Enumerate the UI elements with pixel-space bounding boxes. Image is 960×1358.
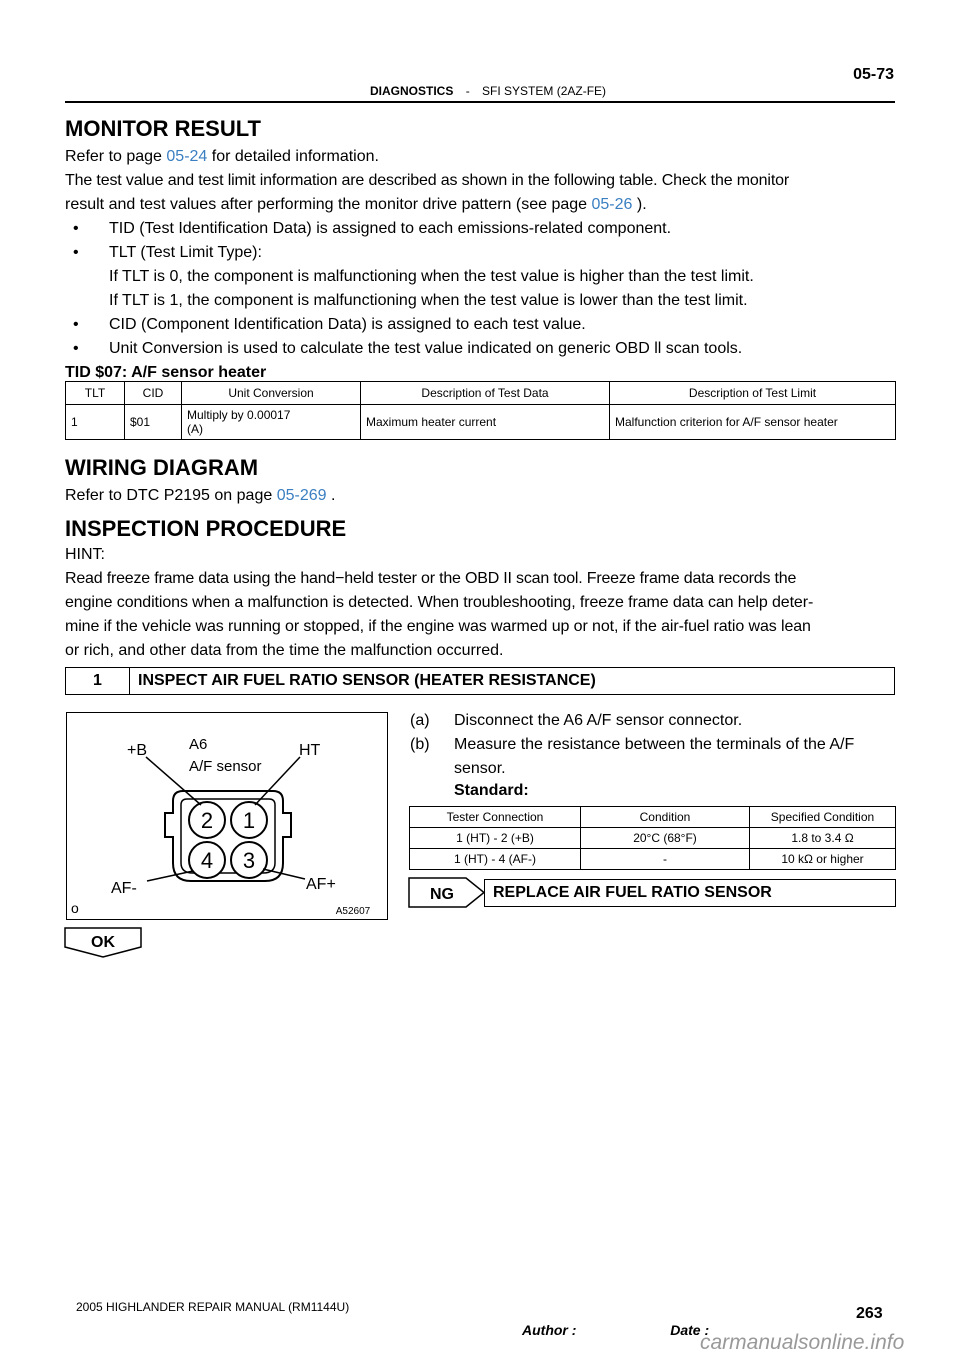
- bullet-text: TID (Test Identification Data) is assigned to each emissions-related component.: [109, 220, 672, 237]
- header-subsystem: SFI SYSTEM (2AZ-FE): [482, 84, 607, 98]
- bullet-dot: •: [73, 244, 79, 261]
- hint-label: HINT:: [65, 546, 105, 563]
- bullet-text: CID (Component Identification Data) is assigned to each test value.: [109, 316, 586, 333]
- running-header: [370, 84, 606, 98]
- date-label: Date :: [670, 1322, 710, 1338]
- th-tlt: TLT: [66, 382, 125, 405]
- corner-mark: o: [71, 900, 79, 916]
- watermark: carmanualsonline.info: [700, 1331, 905, 1354]
- header-section: DIAGNOSTICS: [370, 84, 454, 98]
- monitor-para-line1: The test value and test limit information are described as shown in the following table. Check the monitor: [65, 172, 790, 189]
- header-dash: -: [465, 84, 470, 98]
- cell-tlt: 1: [66, 405, 125, 440]
- substep-a-label: (a): [410, 712, 430, 729]
- bullet-dot: •: [73, 340, 79, 357]
- connector-figure: [66, 712, 388, 920]
- bullet-tlt: [73, 241, 893, 265]
- unit-line2: (A): [187, 422, 203, 436]
- hint-line4: or rich, and other data from the time the malfunction occurred.: [65, 642, 504, 659]
- bullet-unit: [73, 337, 893, 361]
- cell-condition: -: [581, 849, 750, 870]
- ok-arrow: [64, 927, 144, 959]
- figure-code: A52607: [335, 906, 371, 917]
- label-af-plus: AF+: [306, 876, 336, 893]
- bullet-dot: •: [73, 316, 79, 333]
- page-number: 263: [856, 1305, 883, 1322]
- th-cid: CID: [125, 382, 182, 405]
- tlt-line2: If TLT is 1, the component is malfunctioning when the test value is lower than the test limit.: [109, 292, 748, 309]
- tlt-line1: If TLT is 0, the component is malfunctioning when the test value is higher than the test limit.: [109, 268, 754, 285]
- th-data: Description of Test Data: [361, 382, 610, 405]
- connector-diagram: [67, 713, 387, 919]
- substep-b-label: (b): [410, 736, 430, 753]
- header-rule: [65, 101, 895, 103]
- cell-specified: 1.8 to 3.4 Ω: [750, 828, 896, 849]
- monitor-refer: [65, 145, 897, 169]
- page-link-05-26[interactable]: 05-26: [591, 196, 633, 213]
- standard-table: [409, 806, 896, 870]
- ng-action-box: [484, 879, 896, 907]
- refer-suffix: for detailed information.: [207, 148, 379, 165]
- cell-condition: 20°C (68°F): [581, 828, 750, 849]
- label-af-minus: AF-: [111, 880, 137, 897]
- page-code: 05-73: [853, 66, 894, 83]
- bullet-text: TLT (Test Limit Type):: [109, 244, 262, 261]
- unit-line1: Multiply by 0.00017: [187, 408, 291, 422]
- ok-label: OK: [91, 934, 115, 951]
- refer-text: Refer to DTC P2195 on page: [65, 487, 277, 504]
- page-link-05-269[interactable]: 05-269: [276, 487, 327, 504]
- monitor-para-line2: [65, 193, 897, 217]
- label-ht: HT: [299, 742, 321, 759]
- substep-b-cont: sensor.: [454, 760, 506, 777]
- cell-unit: [182, 405, 361, 440]
- substep-b: [410, 733, 854, 757]
- label-connector: A6: [189, 736, 208, 753]
- ng-arrow: [408, 877, 488, 909]
- step-1-box: [65, 667, 895, 695]
- hint-line1: Read freeze frame data using the hand−held tester or the OBD II scan tool. Freeze frame data records the: [65, 570, 797, 587]
- wiring-heading: WIRING DIAGRAM: [65, 455, 259, 480]
- step-number: 1: [66, 668, 130, 694]
- th-limit: Description of Test Limit: [610, 382, 896, 405]
- tid-title: TID $07: A/F sensor heater: [65, 364, 267, 381]
- substep-a-text: Disconnect the A6 A/F sensor connector.: [454, 712, 743, 729]
- pin-1-label: 1: [242, 808, 256, 833]
- inspection-heading: INSPECTION PROCEDURE: [65, 516, 347, 541]
- bullet-cid: [73, 313, 893, 337]
- bullet-text: Unit Conversion is used to calculate the test value indicated on generic OBD ll scan tools.: [109, 340, 743, 357]
- wiring-refer: [65, 484, 897, 508]
- table-header-row: [66, 382, 896, 405]
- refer-suffix: .: [326, 487, 336, 504]
- cell-cid: $01: [125, 405, 182, 440]
- step-title: INSPECT AIR FUEL RATIO SENSOR (HEATER RESISTANCE): [138, 672, 596, 689]
- th-tester: Tester Connection: [410, 807, 581, 828]
- tid-table: [65, 381, 896, 440]
- author-label: Author :: [522, 1322, 577, 1338]
- cell-tester: 1 (HT) - 2 (+B): [410, 828, 581, 849]
- monitor-result-heading: MONITOR RESULT: [65, 116, 261, 141]
- hint-line3: mine if the vehicle was running or stopped, if the engine was warmed up or not, if the air-fuel ratio was lean: [65, 618, 811, 635]
- bullet-dot: •: [73, 220, 79, 237]
- pin-2-label: 2: [200, 808, 214, 833]
- cell-limit: Malfunction criterion for A/F sensor heater: [610, 405, 896, 440]
- hint-line2: engine conditions when a malfunction is detected. When troubleshooting, freeze frame data can help deter-: [65, 594, 814, 611]
- cell-tester: 1 (HT) - 4 (AF-): [410, 849, 581, 870]
- table-header-row: [410, 807, 896, 828]
- table-row: [66, 405, 896, 440]
- para-suffix: ).: [632, 196, 647, 213]
- label-plus-b: +B: [127, 742, 148, 759]
- author-date-line: [522, 1322, 709, 1338]
- connector-housing: [165, 791, 291, 881]
- th-condition: Condition: [581, 807, 750, 828]
- label-sensor: A/F sensor: [189, 758, 262, 775]
- page-link-05-24[interactable]: 05-24: [166, 148, 208, 165]
- ng-action: REPLACE AIR FUEL RATIO SENSOR: [493, 884, 772, 901]
- th-unit: Unit Conversion: [182, 382, 361, 405]
- ng-label: NG: [430, 886, 454, 903]
- th-specified: Specified Condition: [750, 807, 896, 828]
- bullet-tid: [73, 217, 893, 241]
- table-row: [410, 828, 896, 849]
- para-text: result and test values after performing the monitor drive pattern (see page: [65, 196, 592, 213]
- manual-footer: 2005 HIGHLANDER REPAIR MANUAL (RM1144U): [76, 1300, 350, 1314]
- pin-3-label: 3: [242, 848, 256, 873]
- substep-b-text: Measure the resistance between the terminals of the A/F: [454, 736, 855, 753]
- pin-4-label: 4: [200, 848, 214, 873]
- cell-specified: 10 kΩ or higher: [750, 849, 896, 870]
- substep-a: [410, 709, 742, 733]
- table-row: [410, 849, 896, 870]
- standard-label: Standard:: [454, 782, 529, 799]
- cell-data: Maximum heater current: [361, 405, 610, 440]
- refer-text: Refer to page: [65, 148, 167, 165]
